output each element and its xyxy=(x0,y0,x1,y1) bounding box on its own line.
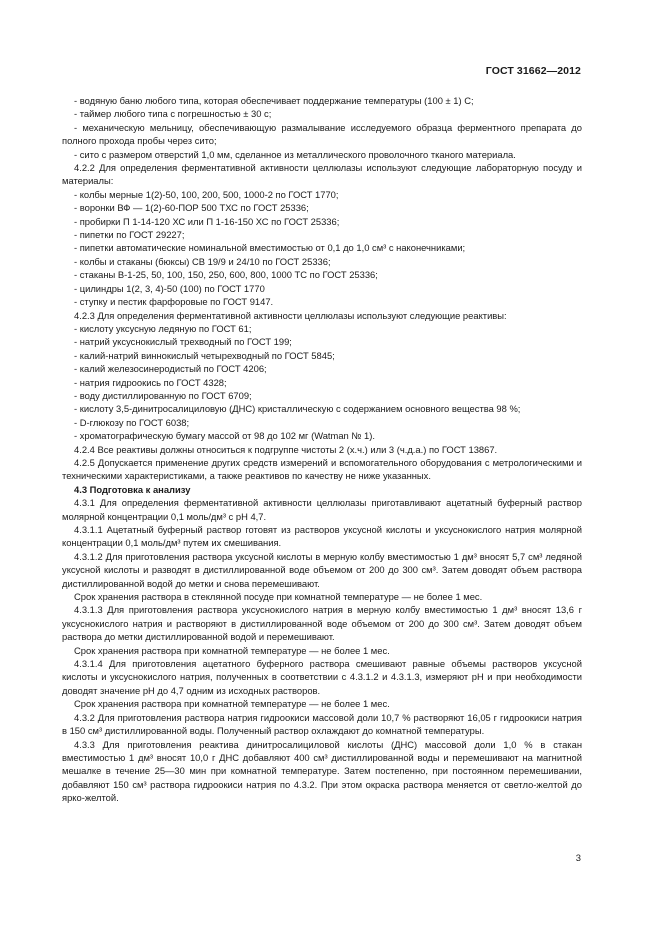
list-item: - механическую мельницу, обеспечивающую размалывание исследуемого образца ферментного препарата до полного прохода пробы через сито; xyxy=(62,121,582,147)
list-item: - таймер любого типа с погрешностью ± 30 с; xyxy=(74,108,272,120)
list-item: - ступку и пестик фарфоровые по ГОСТ 9147. xyxy=(74,296,274,308)
list-item: - пипетки автоматические номинальной вместимостью от 0,1 до 1,0 см³ с наконечниками; xyxy=(74,242,466,254)
list-item: - колбы мерные 1(2)-50, 100, 200, 500, 1000-2 по ГОСТ 1770; xyxy=(74,188,339,200)
paragraph: 4.2.4 Все реактивы должны относиться к подгруппе чистоты 2 (х.ч.) или 3 (ч.д.а.) по ГОСТ 13867. xyxy=(74,443,498,455)
paragraph: Срок хранения раствора при комнатной температуре — не более 1 мес. xyxy=(74,698,390,710)
list-item: - кислоту 3,5-динитросалициловую (ДНС) кристаллическую с содержанием основного вещества 98 %; xyxy=(74,403,521,415)
paragraph: 4.3.1.1 Ацетатный буферный раствор готовят из растворов уксусной кислоты и уксуснокислого натрия молярной концентрации 0,1 моль/дм³ путем их смешивания. xyxy=(62,524,582,549)
list-item: - натрий уксуснокислый трехводный по ГОСТ 199; xyxy=(74,336,292,348)
list-item: - стаканы В-1-25, 50, 100, 150, 250, 600, 800, 1000 ТС по ГОСТ 25336; xyxy=(74,269,378,281)
list-item: - пипетки по ГОСТ 29227; xyxy=(74,229,185,241)
list-item: - кислоту уксусную ледяную по ГОСТ 61; xyxy=(74,322,252,334)
paragraph: 4.3.3 Для приготовления реактива динитросалициловой кислоты (ДНС) массовой доли 1,0 % в стакан вместимостью 1 дм³ вносят 10,0 г ДНС добавляют 400 см³ дистиллированной воды и перемешивают на магнитной мешалке в течение 25—30 мин при комнатной температуре. Затем постепенно, при постоянном перемешивании, добавляют 150 см³ раствора гидроокиси натрия по 4.3.2. При этом окраска раствора меняется от светло-желтой до ярко-желтой. xyxy=(62,738,582,804)
standard-header: ГОСТ 31662—2012 xyxy=(485,65,581,77)
paragraph: 4.3.1.4 Для приготовления ацетатного буферного раствора смешивают равные объемы растворов уксусной кислоты и уксуснокислого натрия, полученных в соответствии с 4.3.1.2 и 4.3.1.3, измеряют рН и при необходимости доводят значение рН до 4,7 одним из исходных растворов. xyxy=(62,658,582,696)
list-item: - хроматографическую бумагу массой от 98 до 102 мг (Watman № 1). xyxy=(74,430,375,442)
list-item: - натрия гидроокись по ГОСТ 4328; xyxy=(74,376,227,388)
list-item: - воду дистиллированную по ГОСТ 6709; xyxy=(74,389,252,401)
paragraph: 4.2.2 Для определения ферментативной активности целлюлазы используют следующие лабораторную посуду и материалы: xyxy=(62,162,582,187)
list-item: - пробирки П 1-14-120 ХС или П 1-16-150 ХС по ГОСТ 25336; xyxy=(74,215,340,227)
paragraph: Срок хранения раствора в стеклянной посуде при комнатной температуре — не более 1 мес. xyxy=(74,591,483,603)
paragraph: Срок хранения раствора при комнатной температуре — не более 1 мес. xyxy=(74,644,390,656)
paragraph: 4.3.2 Для приготовления раствора натрия гидроокиси массовой доли 10,7 % растворяют 16,05 г гидроокиси натрия в 150 см³ дистиллированной воды. Полученный раствор охлаждают до комнатной температуры. xyxy=(62,711,582,737)
list-item: - колбы и стаканы (бюксы) СВ 19/9 и 24/10 по ГОСТ 25336; xyxy=(74,255,331,267)
list-item: - калий железосинеродистый по ГОСТ 4206; xyxy=(74,363,267,375)
list-item: - калий-натрий виннокислый четырехводный по ГОСТ 5845; xyxy=(74,349,335,361)
paragraph: 4.2.5 Допускается применение других средств измерений и вспомогательного оборудования с метрологическими и техническими характеристиками, а также реактивов по качеству не ниже указанных. xyxy=(62,456,582,482)
paragraph: 4.3.1 Для определения ферментативной активности целлюлазы приготавливают ацетатный буферный раствор молярной концентрации 0,1 моль/дм³ с рН 4,7. xyxy=(62,497,582,522)
list-item: - D-глюкозу по ГОСТ 6038; xyxy=(74,416,190,428)
paragraph: 4.3.1.3 Для приготовления раствора уксуснокислого натрия в мерную колбу вместимостью 1 дм³ вносят 13,6 г уксуснокислого натрия и растворяют в дистиллированной воде объемом от 200 до 300 см³. Затем доводят объем раствора до метки дистиллированной водой и перемешивают. xyxy=(62,604,582,643)
list-item: - водяную баню любого типа, которая обеспечивает поддержание температуры (100 ± 1) С; xyxy=(74,95,474,106)
section-heading: 4.3 Подготовка к анализу xyxy=(74,483,191,495)
document-body xyxy=(62,94,582,805)
paragraph: 4.2.3 Для определения ферментативной активности целлюлазы используют следующие реактивы: xyxy=(74,309,507,321)
paragraph: 4.3.1.2 Для приготовления раствора уксусной кислоты в мерную колбу вместимостью 1 дм³ вносят 5,7 см³ ледяной уксусной кислоты и разводят в дистиллированной воде объемом от 200 до 300 см³. Затем доводят объем раствора дистиллированной водой до метки и снова перемешивают. xyxy=(62,550,582,589)
list-item: - сито с размером отверстий 1,0 мм, сделанное из металлического проволочного тканого материала. xyxy=(74,148,516,160)
list-item: - воронки ВФ — 1(2)-60-ПОР 500 ТХС по ГОСТ 25336; xyxy=(74,202,309,214)
list-item: - цилиндры 1(2, 3, 4)-50 (100) по ГОСТ 1770 xyxy=(74,282,265,294)
page-number: 3 xyxy=(575,852,581,863)
